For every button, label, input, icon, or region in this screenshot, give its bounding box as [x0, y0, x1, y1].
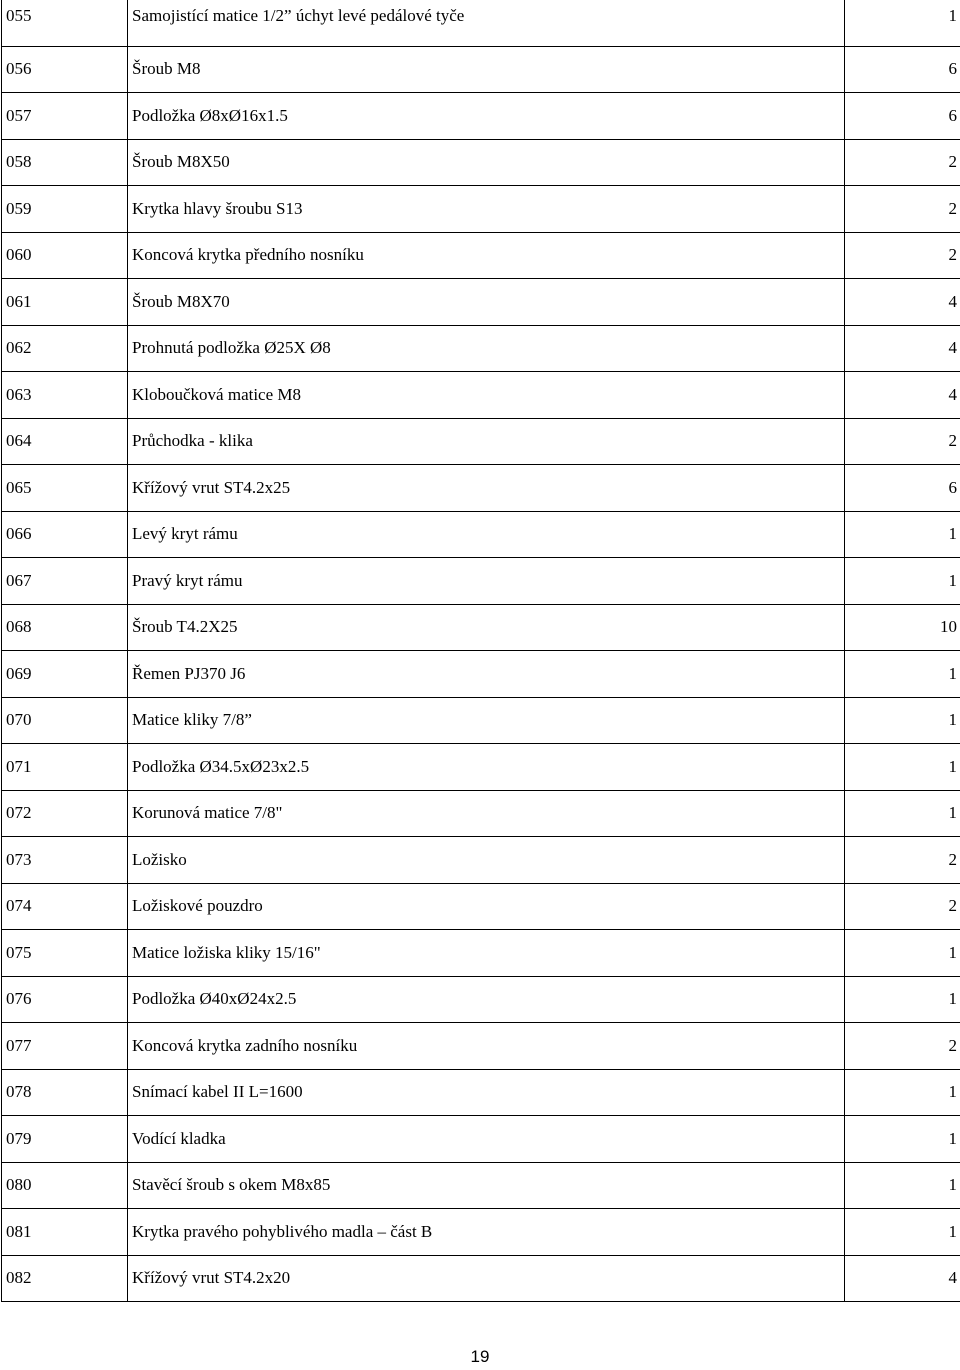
- part-quantity-cell-text: 1: [948, 1082, 957, 1102]
- part-quantity-cell: [845, 325, 960, 372]
- part-number-cell: [2, 46, 128, 93]
- part-description-cell-text: Šroub T4.2X25: [132, 617, 238, 637]
- part-description-cell: [128, 790, 845, 837]
- part-quantity-cell: [845, 418, 960, 465]
- part-quantity-cell: [845, 1255, 960, 1302]
- part-number-cell: [2, 651, 128, 698]
- table-row: [2, 93, 960, 140]
- part-description-cell: [128, 279, 845, 326]
- part-description-cell: [128, 744, 845, 791]
- part-number-cell: [2, 232, 128, 279]
- part-number-cell: [2, 1023, 128, 1070]
- part-quantity-cell-text: 1: [948, 989, 957, 1009]
- part-number-cell-text: 067: [6, 570, 32, 590]
- part-number-cell: [2, 744, 128, 791]
- part-description-cell: [128, 1023, 845, 1070]
- part-description-cell: [128, 465, 845, 512]
- part-quantity-cell-text: 4: [948, 1268, 957, 1288]
- part-quantity-cell-text: 6: [948, 477, 957, 497]
- part-quantity-cell-text: 6: [948, 105, 957, 125]
- part-description-cell: [128, 976, 845, 1023]
- part-number-cell: [2, 790, 128, 837]
- part-quantity-cell: [845, 279, 960, 326]
- part-description-cell-text: Krytka pravého pohyblivého madla – část B: [132, 1221, 433, 1241]
- part-quantity-cell: [845, 186, 960, 233]
- part-quantity-cell-text: 1: [948, 1221, 957, 1241]
- table-row: [2, 1162, 960, 1209]
- table-row: [2, 1069, 960, 1116]
- part-quantity-cell-text: 1: [948, 710, 957, 730]
- table-row: [2, 372, 960, 419]
- part-description-cell-text: Levý kryt rámu: [132, 524, 238, 544]
- part-quantity-cell-text: 2: [948, 896, 957, 916]
- part-description-cell-text: Pravý kryt rámu: [132, 570, 243, 590]
- part-number-cell-text: 060: [6, 245, 32, 265]
- part-quantity-cell-text: 6: [948, 59, 957, 79]
- part-number-cell: [2, 1069, 128, 1116]
- part-description-cell: [128, 46, 845, 93]
- part-description-cell: [128, 651, 845, 698]
- part-quantity-cell: [845, 1209, 960, 1256]
- part-description-cell-text: Šroub M8X70: [132, 291, 230, 311]
- part-description-cell: [128, 883, 845, 930]
- part-description-cell-text: Vodící kladka: [132, 1128, 226, 1148]
- part-quantity-cell-text: 1: [948, 1128, 957, 1148]
- part-description-cell: [128, 93, 845, 140]
- part-quantity-cell-text: 1: [948, 570, 957, 590]
- part-quantity-cell: [845, 976, 960, 1023]
- part-description-cell: [128, 139, 845, 186]
- table-row: [2, 1209, 960, 1256]
- part-quantity-cell: [845, 558, 960, 605]
- table-row: [2, 511, 960, 558]
- table-row: [2, 1116, 960, 1163]
- part-number-cell-text: 065: [6, 477, 32, 497]
- part-quantity-cell: [845, 1023, 960, 1070]
- table-row: [2, 837, 960, 884]
- part-number-cell-text: 075: [6, 942, 32, 962]
- part-number-cell: [2, 465, 128, 512]
- part-quantity-cell: [845, 1162, 960, 1209]
- part-number-cell-text: 064: [6, 431, 32, 451]
- part-number-cell-text: 080: [6, 1175, 32, 1195]
- table-row: [2, 558, 960, 605]
- part-description-cell: [128, 186, 845, 233]
- part-quantity-cell-text: 4: [948, 338, 957, 358]
- part-number-cell-text: 072: [6, 803, 32, 823]
- part-description-cell-text: Prohnutá podložka Ø25X Ø8: [132, 338, 331, 358]
- part-number-cell-text: 074: [6, 896, 32, 916]
- part-number-cell-text: 070: [6, 710, 32, 730]
- part-description-cell-text: Ložisko: [132, 849, 187, 869]
- part-number-cell: [2, 279, 128, 326]
- part-description-cell: [128, 372, 845, 419]
- part-description-cell-text: Korunová matice 7/8": [132, 803, 283, 823]
- part-quantity-cell: [845, 883, 960, 930]
- part-number-cell: [2, 139, 128, 186]
- part-number-cell-text: 073: [6, 849, 32, 869]
- part-number-cell: [2, 1209, 128, 1256]
- part-description-cell: [128, 604, 845, 651]
- part-description-cell-text: Matice kliky 7/8”: [132, 710, 252, 730]
- part-number-cell-text: 055: [6, 6, 32, 25]
- part-quantity-cell: [845, 511, 960, 558]
- table-row: [2, 697, 960, 744]
- part-quantity-cell: [845, 837, 960, 884]
- part-number-cell-text: 057: [6, 105, 32, 125]
- part-description-cell: [128, 325, 845, 372]
- table-row: [2, 465, 960, 512]
- part-quantity-cell-text: 1: [948, 756, 957, 776]
- part-number-cell: [2, 1162, 128, 1209]
- part-quantity-cell: [845, 930, 960, 977]
- table-row: [2, 604, 960, 651]
- part-number-cell: [2, 325, 128, 372]
- part-quantity-cell: [845, 604, 960, 651]
- part-description-cell: [128, 418, 845, 465]
- part-description-cell-text: Podložka Ø8xØ16x1.5: [132, 105, 288, 125]
- table-row: [2, 325, 960, 372]
- parts-table-body: [2, 0, 960, 1302]
- part-number-cell-text: 056: [6, 59, 32, 79]
- table-row: [2, 1255, 960, 1302]
- part-quantity-cell-text: 1: [948, 1175, 957, 1195]
- table-row: [2, 976, 960, 1023]
- part-description-cell-text: Podložka Ø40xØ24x2.5: [132, 989, 297, 1009]
- part-number-cell: [2, 1116, 128, 1163]
- part-description-cell: [128, 1069, 845, 1116]
- part-number-cell-text: 066: [6, 524, 32, 544]
- part-description-cell: [128, 1116, 845, 1163]
- part-number-cell-text: 078: [6, 1082, 32, 1102]
- part-quantity-cell: [845, 232, 960, 279]
- part-quantity-cell: [845, 790, 960, 837]
- parts-table: [1, 0, 960, 1302]
- part-description-cell-text: Kloboučková matice M8: [132, 384, 302, 404]
- part-description-cell: [128, 1162, 845, 1209]
- part-number-cell-text: 068: [6, 617, 32, 637]
- part-description-cell: [128, 1209, 845, 1256]
- part-quantity-cell-text: 4: [948, 384, 957, 404]
- part-number-cell: [2, 418, 128, 465]
- part-description-cell: [128, 1255, 845, 1302]
- part-description-cell-text: Křížový vrut ST4.2x20: [132, 1268, 291, 1288]
- part-quantity-cell-text: 2: [948, 198, 957, 218]
- part-description-cell-text: Krytka hlavy šroubu S13: [132, 198, 303, 218]
- part-number-cell: [2, 697, 128, 744]
- part-quantity-cell-text: 10: [940, 617, 957, 637]
- part-description-cell-text: Snímací kabel II L=1600: [132, 1082, 303, 1102]
- part-description-cell-text: Stavěcí šroub s okem M8x85: [132, 1175, 331, 1195]
- part-quantity-cell: [845, 372, 960, 419]
- part-number-cell: [2, 93, 128, 140]
- part-description-cell-text: Šroub M8X50: [132, 152, 230, 172]
- table-row: [2, 418, 960, 465]
- part-quantity-cell: [845, 1116, 960, 1163]
- part-number-cell-text: 069: [6, 663, 32, 683]
- table-row: [2, 232, 960, 279]
- part-quantity-cell: [845, 93, 960, 140]
- part-quantity-cell-text: 1: [948, 803, 957, 823]
- table-row: [2, 279, 960, 326]
- part-description-cell-text: Koncová krytka předního nosníku: [132, 245, 364, 265]
- part-description-cell-text: Samojistící matice 1/2” úchyt levé pedálové tyče: [132, 6, 465, 25]
- part-number-cell: [2, 372, 128, 419]
- part-number-cell-text: 062: [6, 338, 32, 358]
- part-number-cell-text: 082: [6, 1268, 32, 1288]
- part-quantity-cell-text: 1: [948, 663, 957, 683]
- table-row: [2, 744, 960, 791]
- part-quantity-cell-text: 1: [948, 524, 957, 544]
- page-number: 19: [470, 1347, 490, 1366]
- table-row: [2, 1023, 960, 1070]
- part-description-cell: [128, 0, 845, 46]
- table-row: [2, 139, 960, 186]
- part-description-cell-text: Ložiskové pouzdro: [132, 896, 263, 916]
- part-description-cell-text: Matice ložiska kliky 15/16": [132, 942, 321, 962]
- part-description-cell-text: Průchodka - klika: [132, 431, 253, 451]
- part-quantity-cell-text: 2: [948, 1035, 957, 1055]
- table-row: [2, 186, 960, 233]
- part-description-cell-text: Šroub M8: [132, 59, 201, 79]
- part-quantity-cell: [845, 651, 960, 698]
- part-quantity-cell-text: 4: [948, 291, 957, 311]
- part-number-cell-text: 061: [6, 291, 32, 311]
- part-quantity-cell-text: 2: [948, 431, 957, 451]
- part-number-cell: [2, 930, 128, 977]
- part-description-cell-text: Řemen PJ370 J6: [132, 663, 246, 683]
- part-number-cell-text: 059: [6, 198, 32, 218]
- part-quantity-cell-text: 1: [948, 942, 957, 962]
- part-quantity-cell: [845, 46, 960, 93]
- table-row: [2, 0, 960, 46]
- part-quantity-cell-text: 2: [948, 152, 957, 172]
- part-description-cell: [128, 511, 845, 558]
- part-quantity-cell: [845, 465, 960, 512]
- part-quantity-cell: [845, 0, 960, 46]
- part-number-cell-text: 076: [6, 989, 32, 1009]
- part-number-cell: [2, 558, 128, 605]
- part-quantity-cell-text: 2: [948, 849, 957, 869]
- part-description-cell: [128, 232, 845, 279]
- part-description-cell: [128, 930, 845, 977]
- part-number-cell: [2, 1255, 128, 1302]
- part-description-cell-text: Podložka Ø34.5xØ23x2.5: [132, 756, 310, 776]
- part-quantity-cell: [845, 744, 960, 791]
- part-number-cell: [2, 0, 128, 46]
- part-description-cell: [128, 837, 845, 884]
- part-number-cell-text: 071: [6, 756, 32, 776]
- table-row: [2, 46, 960, 93]
- part-number-cell: [2, 976, 128, 1023]
- part-number-cell: [2, 186, 128, 233]
- part-quantity-cell-text: 2: [948, 245, 957, 265]
- part-number-cell: [2, 511, 128, 558]
- part-number-cell-text: 058: [6, 152, 32, 172]
- part-number-cell-text: 079: [6, 1128, 32, 1148]
- part-number-cell-text: 063: [6, 384, 32, 404]
- part-number-cell: [2, 837, 128, 884]
- part-quantity-cell: [845, 697, 960, 744]
- part-quantity-cell: [845, 1069, 960, 1116]
- part-description-cell: [128, 558, 845, 605]
- part-description-cell-text: Koncová krytka zadního nosníku: [132, 1035, 358, 1055]
- table-row: [2, 790, 960, 837]
- part-number-cell-text: 081: [6, 1221, 32, 1241]
- part-number-cell: [2, 604, 128, 651]
- part-description-cell: [128, 697, 845, 744]
- part-number-cell-text: 077: [6, 1035, 32, 1055]
- part-description-cell-text: Křížový vrut ST4.2x25: [132, 477, 291, 497]
- table-row: [2, 930, 960, 977]
- part-number-cell: [2, 883, 128, 930]
- part-quantity-cell-text: 1: [948, 6, 957, 25]
- table-row: [2, 883, 960, 930]
- table-row: [2, 651, 960, 698]
- part-quantity-cell: [845, 139, 960, 186]
